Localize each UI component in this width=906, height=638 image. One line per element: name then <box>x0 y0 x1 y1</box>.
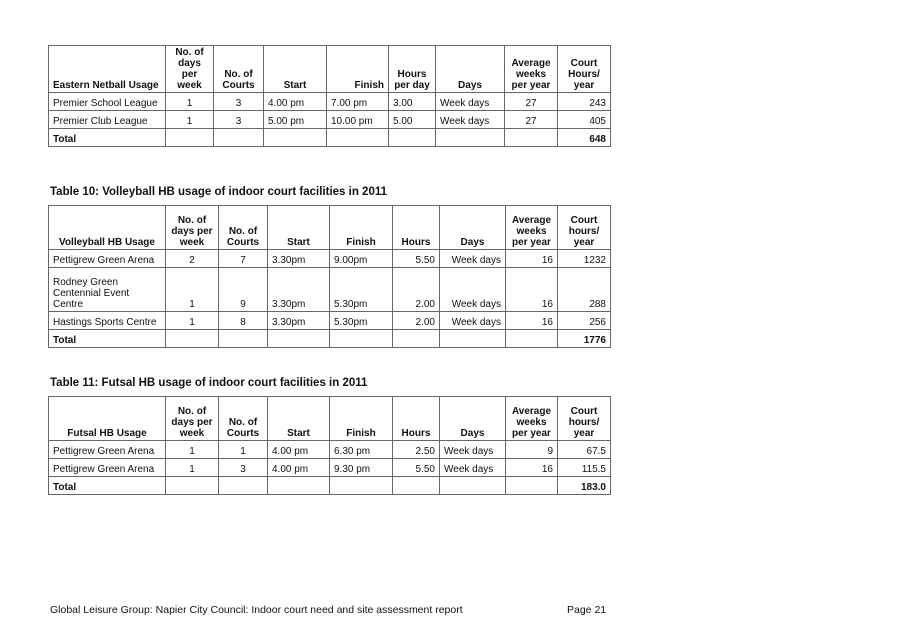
table-cell: 9 <box>219 268 268 312</box>
column-header: No. of days per week <box>166 46 214 93</box>
table-cell: 2 <box>166 250 219 268</box>
table-cell: 3.30pm <box>268 312 330 330</box>
table-cell: 2.00 <box>393 268 440 312</box>
table-cell: 2.00 <box>393 312 440 330</box>
total-label: Total <box>49 129 166 147</box>
column-header: Start <box>264 46 327 93</box>
column-header: Days <box>440 397 506 441</box>
table-cell: 27 <box>505 111 558 129</box>
footer-page-number: Page 21 <box>567 604 607 616</box>
column-header: Volleyball HB Usage <box>49 206 166 250</box>
total-value: 183.0 <box>558 477 611 495</box>
table-cell: 67.5 <box>558 441 611 459</box>
table-cell: 1 <box>166 111 214 129</box>
table-cell: 7 <box>219 250 268 268</box>
column-header: No. of Courts <box>214 46 264 93</box>
column-header: No. of days per week <box>166 397 219 441</box>
table-cell: 5.30pm <box>330 312 393 330</box>
column-header: Hours <box>393 397 440 441</box>
table-cell: 16 <box>506 250 558 268</box>
table-cell: 7.00 pm <box>327 93 389 111</box>
table-cell: 3.30pm <box>268 250 330 268</box>
table-cell: 3 <box>219 459 268 477</box>
table-cell: 1 <box>166 268 219 312</box>
table-cell: 5.00 pm <box>264 111 327 129</box>
table-cell: 27 <box>505 93 558 111</box>
table-cell: 16 <box>506 459 558 477</box>
table-cell: 5.00 <box>389 111 436 129</box>
table-cell: 3 <box>214 111 264 129</box>
table-header-row <box>49 397 611 441</box>
table-cell: 9.30 pm <box>330 459 393 477</box>
table-cell: 9.00pm <box>330 250 393 268</box>
column-header: No. of days per week <box>166 206 219 250</box>
table-cell: 5.30pm <box>330 268 393 312</box>
eastern-netball-usage-table <box>48 45 611 147</box>
column-header: Court Hours/ year <box>558 46 611 93</box>
table-11-caption: Table 11: Futsal HB usage of indoor court facilities in 2011 <box>50 377 368 389</box>
total-label: Total <box>49 477 166 495</box>
table-cell: 16 <box>506 268 558 312</box>
table-cell: 3 <box>214 93 264 111</box>
table-cell: 243 <box>558 93 611 111</box>
table-cell: Premier Club League <box>49 111 166 129</box>
column-header: Finish <box>327 46 389 93</box>
table-row <box>49 93 611 111</box>
column-header: Eastern Netball Usage <box>49 46 166 93</box>
table-row <box>49 111 611 129</box>
table-cell: Week days <box>440 268 506 312</box>
column-header: Finish <box>330 206 393 250</box>
table-row <box>49 441 611 459</box>
table-cell: 1 <box>166 312 219 330</box>
footer-report-title: Global Leisure Group: Napier City Council: Indoor court need and site assessment report <box>50 604 463 616</box>
table-cell: 10.00 pm <box>327 111 389 129</box>
total-value: 648 <box>558 129 611 147</box>
total-label: Total <box>49 330 166 348</box>
column-header: Average weeks per year <box>506 206 558 250</box>
table-cell: Week days <box>440 312 506 330</box>
column-header: Days <box>436 46 505 93</box>
volleyball-hb-usage-table <box>48 205 611 348</box>
futsal-hb-usage-table <box>48 396 611 495</box>
table-row <box>49 250 611 268</box>
table-cell: Week days <box>440 459 506 477</box>
table-cell: 16 <box>506 312 558 330</box>
table-total-row <box>49 477 611 495</box>
table-cell: 9 <box>506 441 558 459</box>
column-header: Court hours/ year <box>558 206 611 250</box>
table-cell: Week days <box>436 111 505 129</box>
column-header: Days <box>440 206 506 250</box>
column-header: Court hours/ year <box>558 397 611 441</box>
total-value: 1776 <box>558 330 611 348</box>
table-cell: 5.50 <box>393 459 440 477</box>
column-header: Start <box>268 206 330 250</box>
table-row <box>49 268 611 312</box>
table-10-caption: Table 10: Volleyball HB usage of indoor court facilities in 2011 <box>50 186 387 198</box>
table-cell: 3.30pm <box>268 268 330 312</box>
table-cell: 1 <box>219 441 268 459</box>
column-header: Hours per day <box>389 46 436 93</box>
table-cell: 4.00 pm <box>268 441 330 459</box>
column-header: Hours <box>393 206 440 250</box>
table-cell: 1 <box>166 459 219 477</box>
table-cell: 8 <box>219 312 268 330</box>
table-row <box>49 459 611 477</box>
table-cell: 115.5 <box>558 459 611 477</box>
table-cell: 2.50 <box>393 441 440 459</box>
table-cell: 288 <box>558 268 611 312</box>
table-cell: 4.00 pm <box>264 93 327 111</box>
table-cell: Premier School League <box>49 93 166 111</box>
table-cell: Pettigrew Green Arena <box>49 459 166 477</box>
table-cell: Week days <box>436 93 505 111</box>
table-cell: 5.50 <box>393 250 440 268</box>
column-header: Average weeks per year <box>505 46 558 93</box>
table-total-row <box>49 330 611 348</box>
table-cell: 256 <box>558 312 611 330</box>
table-header-row <box>49 46 611 93</box>
table-cell: Pettigrew Green Arena <box>49 441 166 459</box>
column-header: Start <box>268 397 330 441</box>
table-cell: Week days <box>440 250 506 268</box>
table-cell: 1 <box>166 441 219 459</box>
column-header: Average weeks per year <box>506 397 558 441</box>
table-cell: Week days <box>440 441 506 459</box>
table-cell: 3.00 <box>389 93 436 111</box>
table-cell: 405 <box>558 111 611 129</box>
table-cell: Hastings Sports Centre <box>49 312 166 330</box>
column-header: No. of Courts <box>219 397 268 441</box>
table-cell: Pettigrew Green Arena <box>49 250 166 268</box>
table-cell: 4.00 pm <box>268 459 330 477</box>
table-cell: Rodney Green Centennial Event Centre <box>49 268 166 312</box>
table-total-row <box>49 129 611 147</box>
table-cell: 1 <box>166 93 214 111</box>
table-row <box>49 312 611 330</box>
table-header-row <box>49 206 611 250</box>
column-header: Finish <box>330 397 393 441</box>
table-cell: 1232 <box>558 250 611 268</box>
table-cell: 6.30 pm <box>330 441 393 459</box>
column-header: Futsal HB Usage <box>49 397 166 441</box>
column-header: No. of Courts <box>219 206 268 250</box>
